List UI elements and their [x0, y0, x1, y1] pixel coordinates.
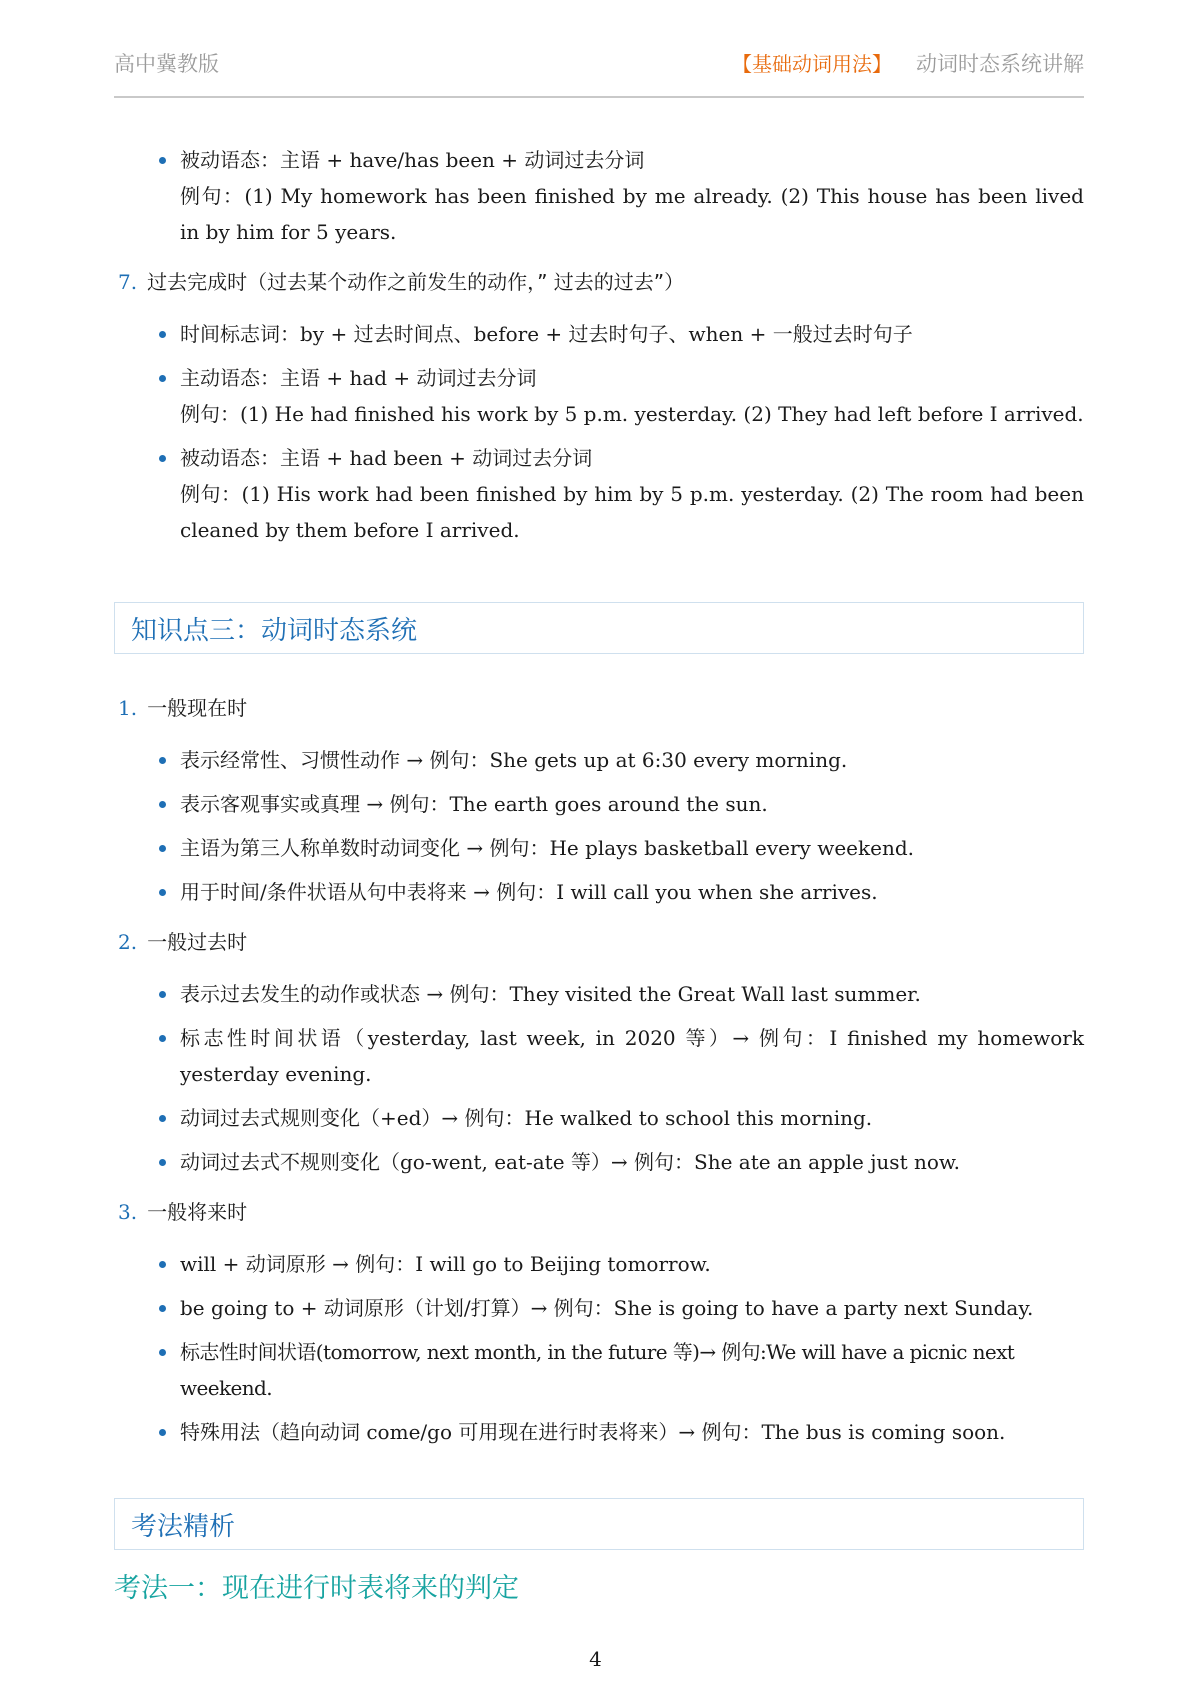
- list-item: [114, 1414, 1084, 1450]
- header-topic-tag: 【基础动词用法】: [732, 52, 892, 76]
- subsection-heading: [118, 264, 1084, 300]
- item-text: 特殊用法（趋向动词 come/go 可用现在进行时表将来）→ 例句：The bus is coming soon.: [180, 1420, 1006, 1444]
- subsection-number: 2.: [118, 930, 138, 954]
- list-item: [114, 1290, 1084, 1326]
- list-item: [114, 786, 1084, 822]
- page-body: [114, 142, 1084, 1605]
- item-text: 表示客观事实或真理 → 例句：The earth goes around the sun.: [180, 792, 768, 816]
- subsection-title: 一般现在时: [147, 696, 248, 720]
- item-example: 例句：(1) My homework has been finished by me already. (2) This house has been lived in by him for 5 years.: [180, 184, 1084, 244]
- item-example: 例句：(1) He had finished his work by 5 p.m. yesterday. (2) They had left before I arrived.: [180, 402, 1084, 426]
- subsection-number: 7.: [118, 270, 138, 294]
- header-right: [732, 48, 1084, 78]
- page-number: 4: [589, 1647, 602, 1671]
- item-text: be going to + 动词原形（计划/打算）→ 例句：She is going to have a party next Sunday.: [180, 1296, 1034, 1320]
- list-item: [114, 874, 1084, 910]
- page-header: [114, 44, 1084, 98]
- subsection-heading: [118, 924, 1084, 960]
- list-item: [114, 1334, 1084, 1406]
- list-item: [114, 1100, 1084, 1136]
- item-text: 动词过去式不规则变化（go-went, eat-ate 等）→ 例句：She ate an apple just now.: [180, 1150, 960, 1174]
- analysis-title: 考法精析: [131, 1511, 236, 1542]
- list-item: [114, 1020, 1084, 1092]
- header-edition: 高中冀教版: [114, 52, 219, 76]
- header-subtitle: 动词时态系统讲解: [916, 52, 1084, 76]
- section-title: 知识点三：动词时态系统: [131, 615, 418, 646]
- item-text: 动词过去式规则变化（+ed）→ 例句：He walked to school this morning.: [180, 1106, 873, 1130]
- item-text: 标志性时间状语(tomorrow, next month, in the future 等)→ 例句:We will have a picnic next weekend.: [180, 1340, 1015, 1400]
- list-item: [114, 742, 1084, 778]
- item-text: 主语为第三人称单数时动词变化 → 例句：He plays basketball every weekend.: [180, 836, 914, 860]
- item-text: 被动语态：主语 + have/has been + 动词过去分词: [180, 148, 645, 172]
- item-text: will + 动词原形 → 例句：I will go to Beijing tomorrow.: [180, 1252, 711, 1276]
- subsection-number: 3.: [118, 1200, 138, 1224]
- item-text: 时间标志词：by + 过去时间点、before + 过去时句子、when + 一般过去时句子: [180, 322, 913, 346]
- subsection-title: 一般过去时: [147, 930, 248, 954]
- item-text: 表示过去发生的动作或状态 → 例句：They visited the Great Wall last summer.: [180, 982, 921, 1006]
- item-text: 标志性时间状语（yesterday, last week, in 2020 等）→ 例句：I finished my homework yesterday evening.: [180, 1026, 1084, 1086]
- list-item: [114, 1144, 1084, 1180]
- item-text: 被动语态：主语 + had been + 动词过去分词: [180, 446, 593, 470]
- list-item: [114, 316, 1084, 352]
- list-item: [114, 440, 1084, 548]
- analysis-heading-box: [114, 1498, 1084, 1550]
- subsection-heading: [118, 1194, 1084, 1230]
- subsection-title: 一般将来时: [147, 1200, 248, 1224]
- subsection-number: 1.: [118, 696, 138, 720]
- item-example: 例句：(1) His work had been finished by him by 5 p.m. yesterday. (2) The room had been cleaned by them before I arrived.: [180, 482, 1084, 542]
- method-title: 考法一：现在进行时表将来的判定: [114, 1573, 519, 1604]
- subsection-heading: [118, 690, 1084, 726]
- item-text: 表示经常性、习惯性动作 → 例句：She gets up at 6:30 every morning.: [180, 748, 848, 772]
- subsection-title: 过去完成时（过去某个动作之前发生的动作，” 过去的过去”）: [147, 270, 685, 294]
- item-text: 用于时间/条件状语从句中表将来 → 例句：I will call you when she arrives.: [180, 880, 878, 904]
- list-item: [114, 976, 1084, 1012]
- list-item: [114, 830, 1084, 866]
- section-heading-box: [114, 602, 1084, 654]
- list-item: [114, 360, 1084, 432]
- list-item: [114, 1246, 1084, 1282]
- item-text: 主动语态：主语 + had + 动词过去分词: [180, 366, 537, 390]
- list-item: [114, 142, 1084, 250]
